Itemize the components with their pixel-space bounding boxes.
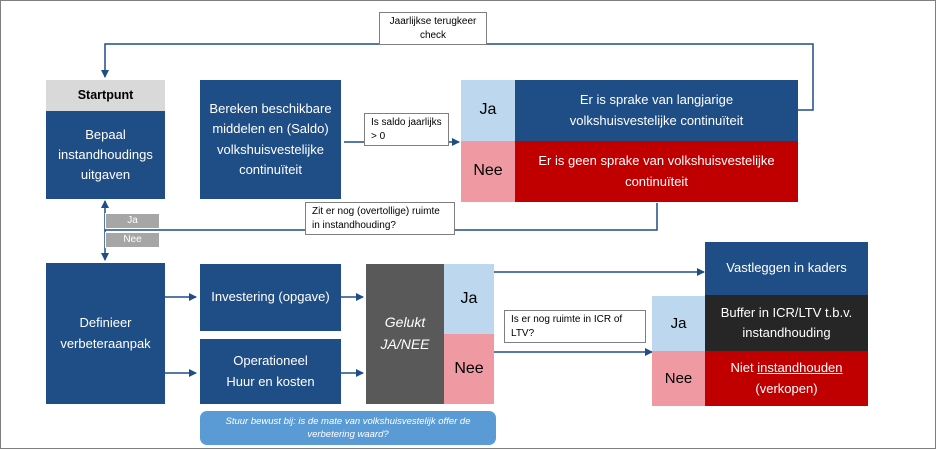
startpunt-header: Startpunt [46,80,165,111]
ja-tag: Ja [105,213,160,229]
outcome-sell-box [705,351,868,406]
saldo-question-label: Is saldo jaarlijks > 0 [364,113,449,146]
investment-box: Investering (opgave) [200,264,341,331]
operational-box: Operationeel Huur en kosten [200,339,341,404]
outcome-fix-box: Vastleggen in kaders [705,242,868,295]
outcome-sell-underlined: instandhouden [757,360,843,376]
success-ja-cell: Ja [444,264,494,334]
note-callout: Stuur bewust bij: is de mate van volkshuisvestelijk offer de verbetering waard? [200,411,496,445]
continuity-yes-box: Er is sprake van langjarige volkshuisvestelijke continuïteit [515,80,798,141]
continuity-no-box: Er is geen sprake van volkshuisvestelijke continuïteit [515,141,798,202]
define-approach-box: Definieer verbeteraanpak [46,263,165,404]
return-check-label: Jaarlijkse terugkeer check [379,12,487,45]
continuity-ja-cell: Ja [461,80,515,141]
icr-question-label: Is er nog ruimte in ICR of LTV? [504,310,646,343]
icr-ja-cell: Ja [652,296,705,351]
outcome-buffer-box: Buffer in ICR/LTV t.b.v. instandhouding [705,295,868,351]
start-box: Bepaal instandhoudings uitgaven [46,111,165,199]
calc-box: Bereken beschikbare middelen en (Saldo) volkshuisvestelijke continuïteit [200,80,341,199]
icr-nee-cell: Nee [652,351,705,406]
outcome-sell-line [730,358,842,378]
outcome-sell-prefix: Niet [730,360,754,376]
success-nee-cell: Nee [444,334,494,404]
success-box: Gelukt JA/NEE [366,264,444,404]
continuity-nee-cell: Nee [461,141,515,202]
room-question-label: Zit er nog (overtollige) ruimte in instandhouding? [305,202,455,235]
nee-tag: Nee [105,232,160,248]
outcome-sell-suffix: (verkopen) [755,380,818,396]
